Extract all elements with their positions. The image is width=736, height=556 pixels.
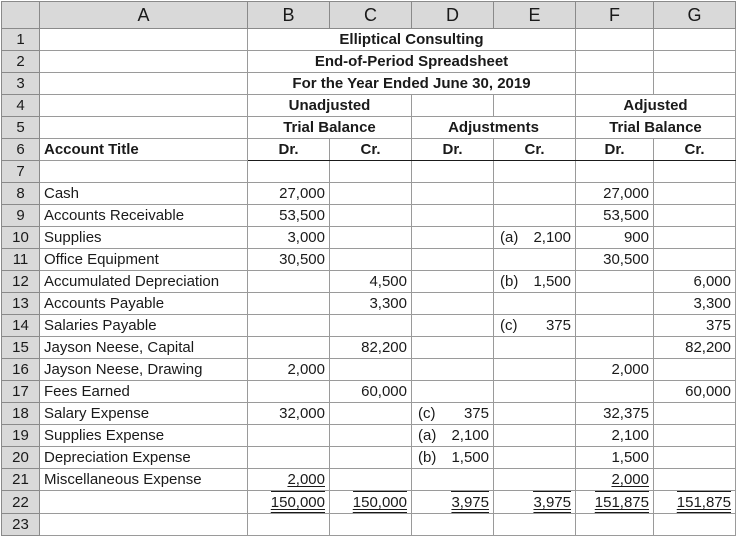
row-header[interactable]: 8 [2,183,40,205]
adjustment-reference: (b) [500,273,519,290]
adjustments-cr-heading[interactable]: Cr. [494,139,576,161]
cell[interactable] [412,95,494,117]
row-header[interactable]: 9 [2,205,40,227]
adjustment-e-cell[interactable] [494,249,576,271]
row-header[interactable]: 20 [2,447,40,469]
cell[interactable] [248,161,330,183]
account-title-cell[interactable]: Miscellaneous Expense [40,469,248,491]
amount-c-cell[interactable] [330,183,412,205]
amount-b-cell[interactable] [248,249,330,271]
unadjusted-trial-balance-heading[interactable]: Trial Balance [248,117,412,139]
amount-c-cell[interactable] [330,205,412,227]
cell[interactable] [576,29,654,51]
adjustment-e-cell[interactable] [494,205,576,227]
adjustment-d-cell[interactable] [412,205,494,227]
amount-g-cell[interactable] [654,227,736,249]
amount-value: 32,375 [603,405,649,422]
account-title-cell[interactable]: Jayson Neese, Capital [40,337,248,359]
amount-c-cell[interactable] [330,359,412,381]
amount-g-cell[interactable] [654,315,736,337]
amount-value: 2,000 [287,471,325,488]
adjustment-e-cell[interactable] [494,359,576,381]
total-c-cell[interactable] [330,491,412,514]
account-row [2,315,736,337]
cell[interactable] [40,73,248,95]
account-title-cell[interactable]: Accounts Payable [40,293,248,315]
adjustment-reference: (a) [418,427,437,444]
adjustment-e-cell[interactable] [494,469,576,491]
adjustment-entry [498,271,571,292]
adjustments-heading[interactable]: Adjustments [412,117,576,139]
report-title[interactable]: End-of-Period Spreadsheet [248,51,576,73]
adjustment-amount: 1,500 [533,273,571,290]
adjustment-e-cell[interactable] [494,425,576,447]
row-header[interactable]: 15 [2,337,40,359]
spreadsheet [1,1,735,554]
total-d-cell[interactable] [412,491,494,514]
total-value: 150,000 [353,491,407,513]
adjustment-d-cell[interactable] [412,403,494,425]
cell[interactable] [330,161,412,183]
adjustment-amount: 375 [545,317,571,334]
total-value: 151,875 [677,491,731,513]
adjustment-e-cell[interactable] [494,271,576,293]
row-header[interactable]: 17 [2,381,40,403]
adjustment-e-cell[interactable] [494,293,576,315]
amount-value: 30,500 [279,251,325,268]
adjustment-d-cell[interactable] [412,249,494,271]
sheet-row [2,139,736,161]
amount-g-cell[interactable] [654,249,736,271]
column-header-b[interactable]: B [248,2,330,29]
cell[interactable] [494,161,576,183]
row-header[interactable]: 19 [2,425,40,447]
amount-c-cell[interactable] [330,271,412,293]
company-title[interactable]: Elliptical Consulting [248,29,576,51]
spreadsheet-grid [1,1,736,536]
amount-f-cell[interactable] [576,227,654,249]
amount-f-cell[interactable] [576,249,654,271]
account-row [2,447,736,469]
amount-f-cell[interactable] [576,315,654,337]
column-header-d[interactable]: D [412,2,494,29]
adjustment-entry [498,227,571,248]
amount-b-cell[interactable] [248,315,330,337]
account-row [2,205,736,227]
account-title-cell[interactable]: Fees Earned [40,381,248,403]
cell[interactable] [654,514,736,536]
column-header-a[interactable]: A [40,2,248,29]
amount-value: 82,200 [361,339,407,356]
account-row [2,425,736,447]
adjustment-d-cell[interactable] [412,183,494,205]
account-row [2,381,736,403]
cell[interactable] [40,161,248,183]
sheet-row [2,514,736,536]
account-title-cell[interactable]: Depreciation Expense [40,447,248,469]
amount-f-cell[interactable] [576,469,654,491]
adjustment-amount: 1,500 [451,449,489,466]
cell[interactable] [40,514,248,536]
unadjusted-cr-heading[interactable]: Cr. [330,139,412,161]
amount-g-cell[interactable] [654,293,736,315]
amount-b-cell[interactable] [248,337,330,359]
total-value: 150,000 [271,491,325,513]
amount-b-cell[interactable] [248,359,330,381]
cell[interactable] [494,95,576,117]
cell[interactable] [654,73,736,95]
amount-f-cell[interactable] [576,359,654,381]
adjusted-heading[interactable]: Adjusted [576,95,736,117]
amount-value: 2,000 [287,361,325,378]
adjustment-d-cell[interactable] [412,447,494,469]
amount-f-cell[interactable] [576,337,654,359]
cell[interactable] [654,161,736,183]
column-header-c[interactable]: C [330,2,412,29]
amount-g-cell[interactable] [654,183,736,205]
adjustment-entry [416,403,489,424]
cell[interactable] [494,514,576,536]
account-title-cell[interactable]: Office Equipment [40,249,248,271]
account-row [2,249,736,271]
account-title-cell[interactable]: Cash [40,183,248,205]
amount-g-cell[interactable] [654,425,736,447]
amount-value: 1,500 [611,449,649,466]
amount-value: 375 [705,317,731,334]
cell[interactable] [40,51,248,73]
account-row [2,403,736,425]
adjustment-d-cell[interactable] [412,271,494,293]
amount-c-cell[interactable] [330,315,412,337]
cell[interactable] [248,514,330,536]
column-header-e[interactable]: E [494,2,576,29]
adjustment-e-cell[interactable] [494,183,576,205]
cell[interactable] [576,51,654,73]
sheet-row [2,73,736,95]
adjustment-d-cell[interactable] [412,425,494,447]
adjustment-amount: 2,100 [533,229,571,246]
amount-value: 30,500 [603,251,649,268]
total-value: 151,875 [595,491,649,513]
amount-value: 27,000 [603,185,649,202]
row-header[interactable]: 14 [2,315,40,337]
amount-b-cell[interactable] [248,469,330,491]
amount-b-cell[interactable] [248,227,330,249]
amount-g-cell[interactable] [654,447,736,469]
sheet-row [2,161,736,183]
amount-f-cell[interactable] [576,447,654,469]
account-row [2,337,736,359]
unadjusted-dr-heading[interactable]: Dr. [248,139,330,161]
amount-g-cell[interactable] [654,359,736,381]
amount-c-cell[interactable] [330,337,412,359]
adjustment-amount: 2,100 [451,427,489,444]
adjusted-trial-balance-heading[interactable]: Trial Balance [576,117,736,139]
cell[interactable] [576,514,654,536]
total-b-cell[interactable] [248,491,330,514]
amount-value: 60,000 [685,383,731,400]
total-e-cell[interactable] [494,491,576,514]
adjustment-d-cell[interactable] [412,381,494,403]
amount-b-cell[interactable] [248,293,330,315]
account-title-cell[interactable]: Salary Expense [40,403,248,425]
amount-f-cell[interactable] [576,381,654,403]
sheet-row [2,51,736,73]
account-title-cell[interactable]: Jayson Neese, Drawing [40,359,248,381]
amount-c-cell[interactable] [330,469,412,491]
row-header[interactable]: 6 [2,139,40,161]
amount-b-cell[interactable] [248,205,330,227]
row-header[interactable]: 16 [2,359,40,381]
adjustment-entry [416,447,489,468]
select-all-corner[interactable] [2,2,40,29]
totals-row [2,491,736,514]
adjustment-e-cell[interactable] [494,227,576,249]
amount-g-cell[interactable] [654,403,736,425]
account-title-cell[interactable]: Supplies [40,227,248,249]
row-header[interactable]: 5 [2,117,40,139]
account-row [2,359,736,381]
cell[interactable] [40,117,248,139]
amount-f-cell[interactable] [576,271,654,293]
account-title-cell[interactable]: Accounts Receivable [40,205,248,227]
adjustment-e-cell[interactable] [494,337,576,359]
account-row [2,293,736,315]
adjustment-d-cell[interactable] [412,227,494,249]
adjustment-d-cell[interactable] [412,359,494,381]
cell[interactable] [654,51,736,73]
account-row [2,271,736,293]
account-title-heading[interactable]: Account Title [40,139,248,161]
amount-b-cell[interactable] [248,425,330,447]
sheet-row [2,29,736,51]
cell[interactable] [40,29,248,51]
row-header[interactable]: 2 [2,51,40,73]
amount-g-cell[interactable] [654,271,736,293]
total-value: 3,975 [533,491,571,513]
adjustment-e-cell[interactable] [494,315,576,337]
adjustment-d-cell[interactable] [412,469,494,491]
row-header[interactable]: 4 [2,95,40,117]
account-row [2,183,736,205]
period-title[interactable]: For the Year Ended June 30, 2019 [248,73,576,95]
adjustment-reference: (b) [418,449,437,466]
cell[interactable] [412,161,494,183]
amount-c-cell[interactable] [330,293,412,315]
amount-value: 3,000 [287,229,325,246]
account-title-cell[interactable]: Salaries Payable [40,315,248,337]
amount-c-cell[interactable] [330,403,412,425]
amount-value: 2,000 [611,471,649,488]
amount-g-cell[interactable] [654,205,736,227]
unadjusted-heading[interactable]: Unadjusted [248,95,412,117]
sheet-row [2,117,736,139]
adjustment-d-cell[interactable] [412,315,494,337]
adjustment-reference: (c) [418,405,436,422]
adjustment-e-cell[interactable] [494,403,576,425]
amount-c-cell[interactable] [330,381,412,403]
row-header[interactable]: 1 [2,29,40,51]
cell[interactable] [576,161,654,183]
cell[interactable] [654,29,736,51]
cell[interactable] [412,514,494,536]
amount-f-cell[interactable] [576,293,654,315]
amount-value: 32,000 [279,405,325,422]
row-header[interactable]: 11 [2,249,40,271]
amount-value: 2,100 [611,427,649,444]
amount-value: 60,000 [361,383,407,400]
amount-value: 3,300 [369,295,407,312]
amount-g-cell[interactable] [654,469,736,491]
amount-value: 2,000 [611,361,649,378]
amount-b-cell[interactable] [248,381,330,403]
amount-g-cell[interactable] [654,337,736,359]
adjustment-d-cell[interactable] [412,293,494,315]
amount-c-cell[interactable] [330,249,412,271]
adjustment-reference: (a) [500,229,519,246]
cell[interactable] [576,73,654,95]
account-row [2,469,736,491]
amount-f-cell[interactable] [576,205,654,227]
adjustment-e-cell[interactable] [494,381,576,403]
amount-b-cell[interactable] [248,183,330,205]
account-title-cell[interactable]: Accumulated Depreciation [40,271,248,293]
row-header[interactable]: 18 [2,403,40,425]
amount-value: 82,200 [685,339,731,356]
adjustment-entry [416,425,489,446]
row-header[interactable]: 21 [2,469,40,491]
row-header[interactable]: 23 [2,514,40,536]
row-header[interactable]: 12 [2,271,40,293]
amount-b-cell[interactable] [248,403,330,425]
amount-value: 3,300 [693,295,731,312]
amount-value: 6,000 [693,273,731,290]
amount-c-cell[interactable] [330,447,412,469]
cell[interactable] [40,95,248,117]
amount-value: 4,500 [369,273,407,290]
amount-f-cell[interactable] [576,183,654,205]
row-header[interactable]: 7 [2,161,40,183]
cell[interactable] [40,491,248,514]
account-title-cell[interactable]: Supplies Expense [40,425,248,447]
cell[interactable] [330,514,412,536]
amount-f-cell[interactable] [576,425,654,447]
account-row [2,227,736,249]
total-f-cell[interactable] [576,491,654,514]
row-header[interactable]: 22 [2,491,40,514]
amount-value: 27,000 [279,185,325,202]
adjustment-reference: (c) [500,317,518,334]
row-header[interactable]: 3 [2,73,40,95]
total-value: 3,975 [451,491,489,513]
amount-value: 900 [623,229,649,246]
column-header-f[interactable]: F [576,2,654,29]
adjustments-dr-heading[interactable]: Dr. [412,139,494,161]
adjusted-dr-heading[interactable]: Dr. [576,139,654,161]
amount-b-cell[interactable] [248,271,330,293]
row-header[interactable]: 13 [2,293,40,315]
total-g-cell[interactable] [654,491,736,514]
adjustment-amount: 375 [463,405,489,422]
adjustment-entry [498,315,571,336]
amount-value: 53,500 [603,207,649,224]
amount-g-cell[interactable] [654,381,736,403]
amount-c-cell[interactable] [330,227,412,249]
amount-c-cell[interactable] [330,425,412,447]
amount-value: 53,500 [279,207,325,224]
row-header[interactable]: 10 [2,227,40,249]
sheet-row [2,95,736,117]
amount-b-cell[interactable] [248,447,330,469]
adjustment-d-cell[interactable] [412,337,494,359]
column-header-row [2,2,736,29]
column-header-g[interactable]: G [654,2,736,29]
adjustment-e-cell[interactable] [494,447,576,469]
adjusted-cr-heading[interactable]: Cr. [654,139,736,161]
amount-f-cell[interactable] [576,403,654,425]
